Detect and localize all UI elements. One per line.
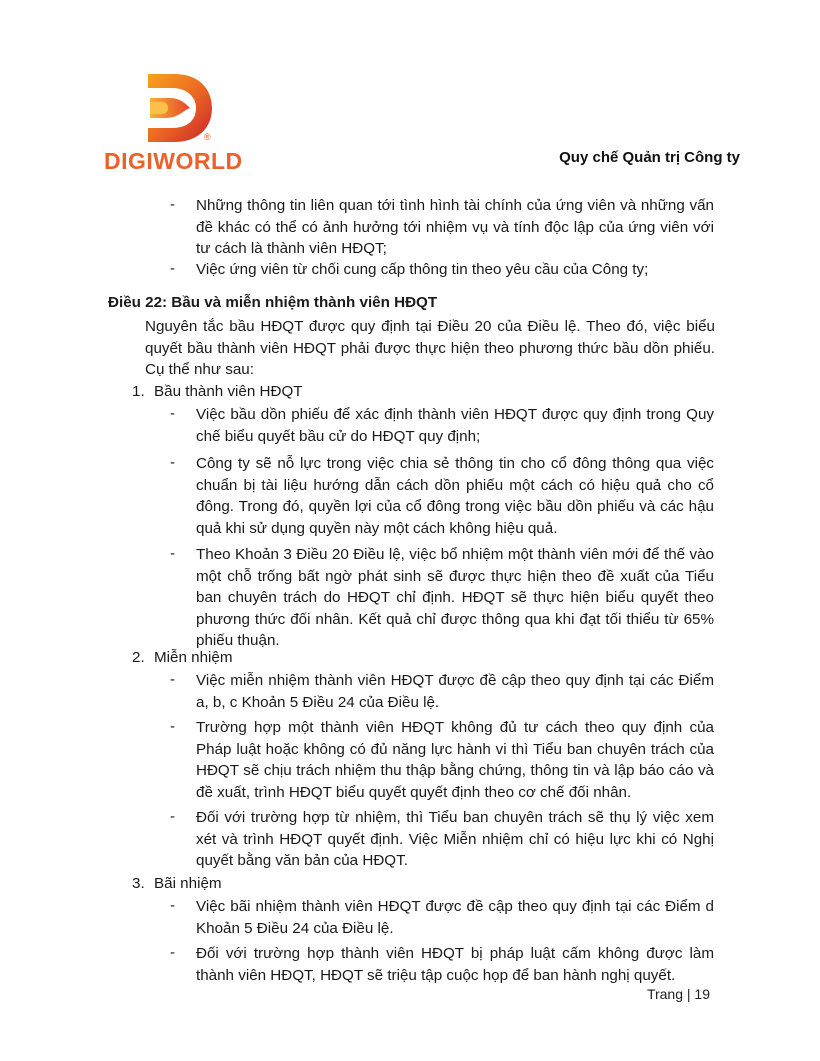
document-title: Quy chế Quản trị Công ty <box>559 149 740 166</box>
bullet-marker: - <box>170 944 175 961</box>
section-title: Bầu thành viên HĐQT <box>154 383 303 400</box>
section-title: Miễn nhiệm <box>154 649 233 666</box>
logo-wordmark: DIGIWORLD <box>104 148 243 174</box>
section-number: 2. <box>132 649 145 666</box>
registered-mark: ® <box>204 132 211 142</box>
section-bullet-item: Đối với trường hợp từ nhiệm, thì Tiểu ban chuyên trách sẽ thụ lý việc xem xét và trình HĐQT quyết định. Việc Miễn nhiệm chỉ có hiệu lực khi có Nghị quyết bằng văn bản của HĐQT. <box>196 809 714 870</box>
section-bullet-item: Theo Khoản 3 Điều 20 Điều lệ, việc bổ nhiệm một thành viên mới để thế vào một chỗ trống bất ngờ phát sinh sẽ được thực hiện theo đề xuất của Tiểu ban chuyên trách do HĐQT chỉ định. HĐQT sẽ thực hiện biểu quyết theo phương thức đối nhân. Kết quả chỉ được thông qua khi đạt tối thiểu từ 65% phiếu thuận. <box>196 546 714 650</box>
section-number: 1. <box>132 383 145 400</box>
section-title: Bãi nhiệm <box>154 875 222 892</box>
bullet-marker: - <box>170 405 175 422</box>
bullet-marker: - <box>170 196 175 213</box>
article-heading: Điều 22: Bầu và miễn nhiệm thành viên HĐQT <box>108 294 438 311</box>
section-bullet-item: Trường hợp một thành viên HĐQT không đủ tư cách theo quy định của Pháp luật hoặc không có đủ năng lực hành vi thì Tiểu ban chuyên trách của HĐQT sẽ chịu trách nhiệm thu thập bằng chứng, thông tin và lập báo cáo và đề xuất, trình HĐQT biểu quyết quyết định theo cơ chế đối nhân. <box>196 719 714 801</box>
bullet-marker: - <box>170 260 175 277</box>
section-bullet-item: Công ty sẽ nỗ lực trong việc chia sẻ thông tin cho cổ đông thông qua việc chuẩn bị tài liệu hướng dẫn cách dồn phiếu một cách có hiệu quả cho cổ đông. Trong đó, quyền lợi của cổ đông trong việc bầu dồn phiếu và các hậu quả khi sử dụng quyền này một cách không hiệu quả. <box>196 455 714 537</box>
bullet-marker: - <box>170 671 175 688</box>
section-bullet-item: Việc bầu dồn phiếu để xác định thành viên HĐQT được quy định trong Quy chế biểu quyết bầu cử do HĐQT quy định; <box>196 406 714 445</box>
bullet-marker: - <box>170 454 175 471</box>
intro-bullet-item: Những thông tin liên quan tới tình hình tài chính của ứng viên và những vấn đề khác có thể có ảnh hưởng tới nhiệm vụ và tính độc lập của ứng viên với tư cách là thành viên HĐQT; <box>196 197 714 258</box>
section-bullet-item: Việc bãi nhiệm thành viên HĐQT được đề cập theo quy định tại các Điểm d Khoản 5 Điều 24 của Điều lệ. <box>196 898 714 937</box>
section-number: 3. <box>132 875 145 892</box>
article-intro: Nguyên tắc bầu HĐQT được quy định tại Điều 20 của Điều lệ. Theo đó, việc biểu quyết bầu thành viên HĐQT phải được thực hiện theo phương thức bầu dồn phiếu. Cụ thể như sau: <box>145 318 715 379</box>
page-number: Trang | 19 <box>646 986 710 1002</box>
section-bullet-item: Đối với trường hợp thành viên HĐQT bị pháp luật cấm không được làm thành viên HĐQT, HĐQT sẽ triệu tập cuộc họp để ban hành nghị quyết. <box>196 945 714 984</box>
bullet-marker: - <box>170 545 175 562</box>
company-logo <box>104 72 249 172</box>
bullet-marker: - <box>170 718 175 735</box>
section-bullet-item: Việc miễn nhiệm thành viên HĐQT được đề cập theo quy định tại các Điểm a, b, c Khoản 5 Điều 24 của Điều lệ. <box>196 672 714 711</box>
bullet-marker: - <box>170 808 175 825</box>
bullet-marker: - <box>170 897 175 914</box>
intro-bullet-item: Việc ứng viên từ chối cung cấp thông tin theo yêu cầu của Công ty; <box>196 261 649 278</box>
